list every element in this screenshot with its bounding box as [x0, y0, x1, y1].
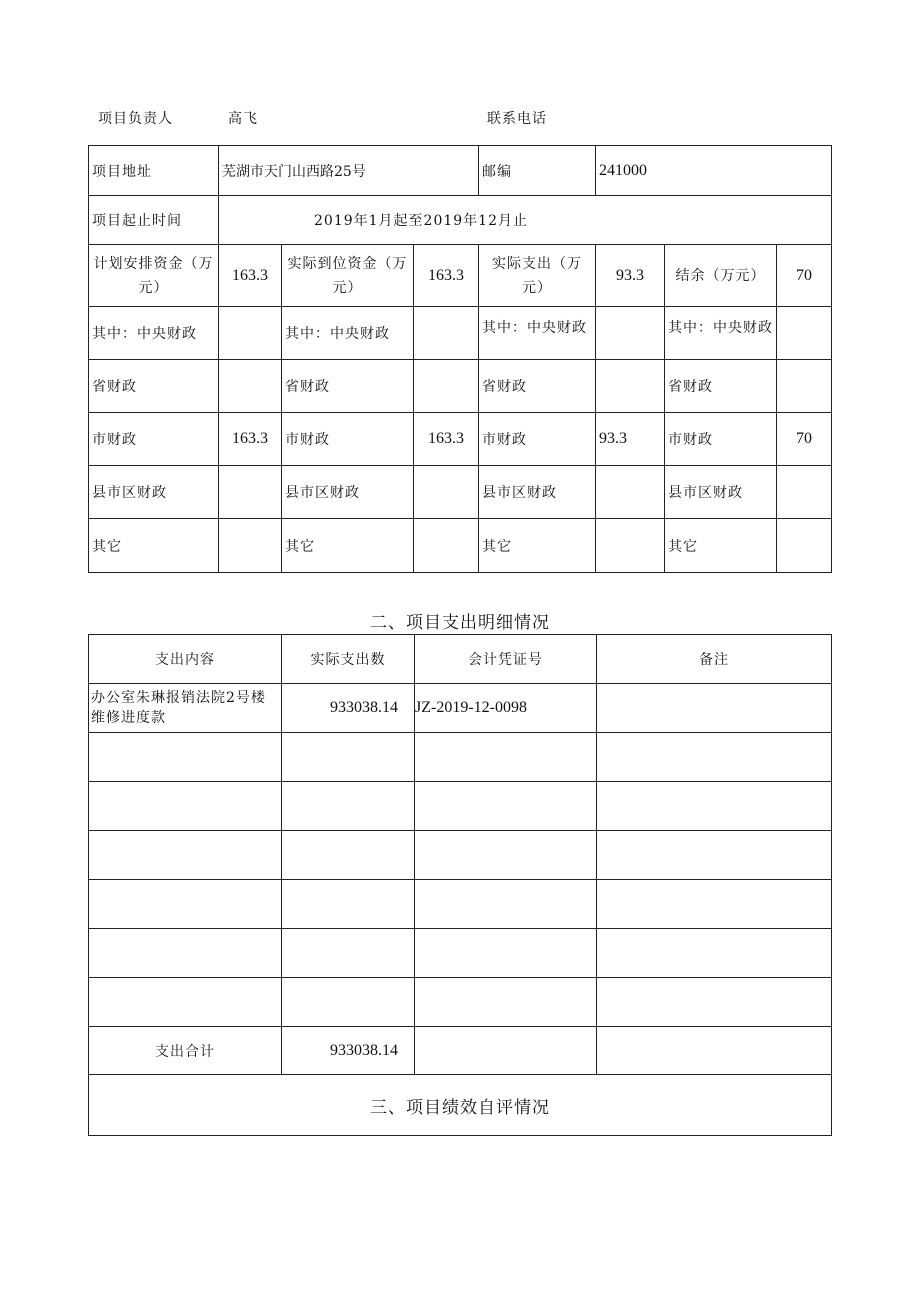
expense-voucher: JZ-2019-12-0098	[415, 684, 597, 733]
expense-detail-table	[88, 634, 832, 1136]
balance-label: 结余（万元）	[665, 245, 777, 307]
expense-remark	[597, 782, 832, 831]
other-label-c: 其它	[479, 519, 596, 573]
planned-label: 计划安排资金（万元）	[89, 245, 219, 307]
central-label-a: 其中：中央财政	[89, 307, 219, 360]
county-value-d	[777, 466, 832, 519]
period-label: 项目起止时间	[89, 196, 219, 245]
expense-content	[89, 733, 282, 782]
planned-value: 163.3	[219, 245, 282, 307]
section3-row	[89, 1075, 832, 1136]
city-row	[89, 413, 832, 466]
period-value: 2019年1月起至2019年12月止	[219, 196, 832, 245]
address-row	[89, 146, 832, 196]
other-row	[89, 519, 832, 573]
postcode-value: 241000	[596, 146, 832, 196]
central-label-b: 其中：中央财政	[282, 307, 414, 360]
other-value-a	[219, 519, 282, 573]
col-header-voucher: 会计凭证号	[415, 635, 597, 684]
other-value-d	[777, 519, 832, 573]
province-value-d	[777, 360, 832, 413]
expense-remark	[597, 978, 832, 1027]
expense-voucher	[415, 880, 597, 929]
expense-voucher	[415, 831, 597, 880]
col-header-content: 支出内容	[89, 635, 282, 684]
address-label: 项目地址	[89, 146, 219, 196]
leader-label: 项目负责人	[98, 111, 173, 127]
expense-amount: 933038.14	[282, 684, 415, 733]
central-value-a	[219, 307, 282, 360]
section3-title: 三、项目绩效自评情况	[89, 1075, 832, 1136]
central-label-d: 其中：中央财政	[665, 307, 777, 360]
county-label-b: 县市区财政	[282, 466, 414, 519]
postcode-label: 邮编	[479, 146, 596, 196]
city-value-d: 70	[777, 413, 832, 466]
total-value: 933038.14	[282, 1027, 415, 1075]
city-label-c: 市财政	[479, 413, 596, 466]
received-label: 实际到位资金（万元）	[282, 245, 414, 307]
expense-header-row	[89, 635, 832, 684]
table-row	[89, 831, 832, 880]
county-value-c	[596, 466, 665, 519]
spent-value: 93.3	[596, 245, 665, 307]
expense-amount	[282, 880, 415, 929]
period-row	[89, 196, 832, 245]
expense-amount	[282, 831, 415, 880]
province-value-a	[219, 360, 282, 413]
total-label: 支出合计	[89, 1027, 282, 1075]
expense-remark	[597, 880, 832, 929]
expense-remark	[597, 733, 832, 782]
spent-label: 实际支出（万元）	[479, 245, 596, 307]
table-row	[89, 880, 832, 929]
table-row	[89, 782, 832, 831]
expense-voucher	[415, 978, 597, 1027]
expense-content: 办公室朱琳报销法院2号楼维修进度款	[89, 684, 282, 733]
expense-content	[89, 929, 282, 978]
phone-label: 联系电话	[487, 111, 547, 127]
county-label-a: 县市区财政	[89, 466, 219, 519]
expense-amount	[282, 978, 415, 1027]
expense-content	[89, 831, 282, 880]
other-label-b: 其它	[282, 519, 414, 573]
table-row	[89, 978, 832, 1027]
central-value-d	[777, 307, 832, 360]
other-value-c	[596, 519, 665, 573]
province-label-a: 省财政	[89, 360, 219, 413]
expense-remark	[597, 929, 832, 978]
total-row	[89, 1027, 832, 1075]
city-label-d: 市财政	[665, 413, 777, 466]
expense-remark	[597, 831, 832, 880]
expense-amount	[282, 733, 415, 782]
balance-value: 70	[777, 245, 832, 307]
expense-content	[89, 782, 282, 831]
county-row	[89, 466, 832, 519]
col-header-remark: 备注	[597, 635, 832, 684]
expense-remark	[597, 684, 832, 733]
expense-amount	[282, 929, 415, 978]
expense-voucher	[415, 733, 597, 782]
province-value-c	[596, 360, 665, 413]
other-label-d: 其它	[665, 519, 777, 573]
province-value-b	[414, 360, 479, 413]
central-label-c: 其中：中央财政	[479, 307, 596, 360]
county-label-d: 县市区财政	[665, 466, 777, 519]
funds-row	[89, 245, 832, 307]
city-value-b: 163.3	[414, 413, 479, 466]
county-label-c: 县市区财政	[479, 466, 596, 519]
leader-name: 高飞	[228, 111, 258, 127]
county-value-b	[414, 466, 479, 519]
county-value-a	[219, 466, 282, 519]
city-label-b: 市财政	[282, 413, 414, 466]
central-value-c	[596, 307, 665, 360]
col-header-amount: 实际支出数	[282, 635, 415, 684]
province-label-d: 省财政	[665, 360, 777, 413]
province-row	[89, 360, 832, 413]
received-value: 163.3	[414, 245, 479, 307]
other-value-b	[414, 519, 479, 573]
address-value: 芜湖市天门山西路25号	[219, 146, 479, 196]
total-voucher	[415, 1027, 597, 1075]
central-row	[89, 307, 832, 360]
expense-voucher	[415, 782, 597, 831]
other-label-a: 其它	[89, 519, 219, 573]
central-value-b	[414, 307, 479, 360]
expense-voucher	[415, 929, 597, 978]
province-label-b: 省财政	[282, 360, 414, 413]
expense-content	[89, 880, 282, 929]
expense-content	[89, 978, 282, 1027]
table-row	[89, 733, 832, 782]
city-value-a: 163.3	[219, 413, 282, 466]
table-row	[89, 929, 832, 978]
city-value-c: 93.3	[596, 413, 665, 466]
city-label-a: 市财政	[89, 413, 219, 466]
section2-title: 二、项目支出明细情况	[370, 613, 550, 633]
province-label-c: 省财政	[479, 360, 596, 413]
project-info-table	[88, 145, 832, 573]
table-row	[89, 684, 832, 733]
total-remark	[597, 1027, 832, 1075]
expense-amount	[282, 782, 415, 831]
